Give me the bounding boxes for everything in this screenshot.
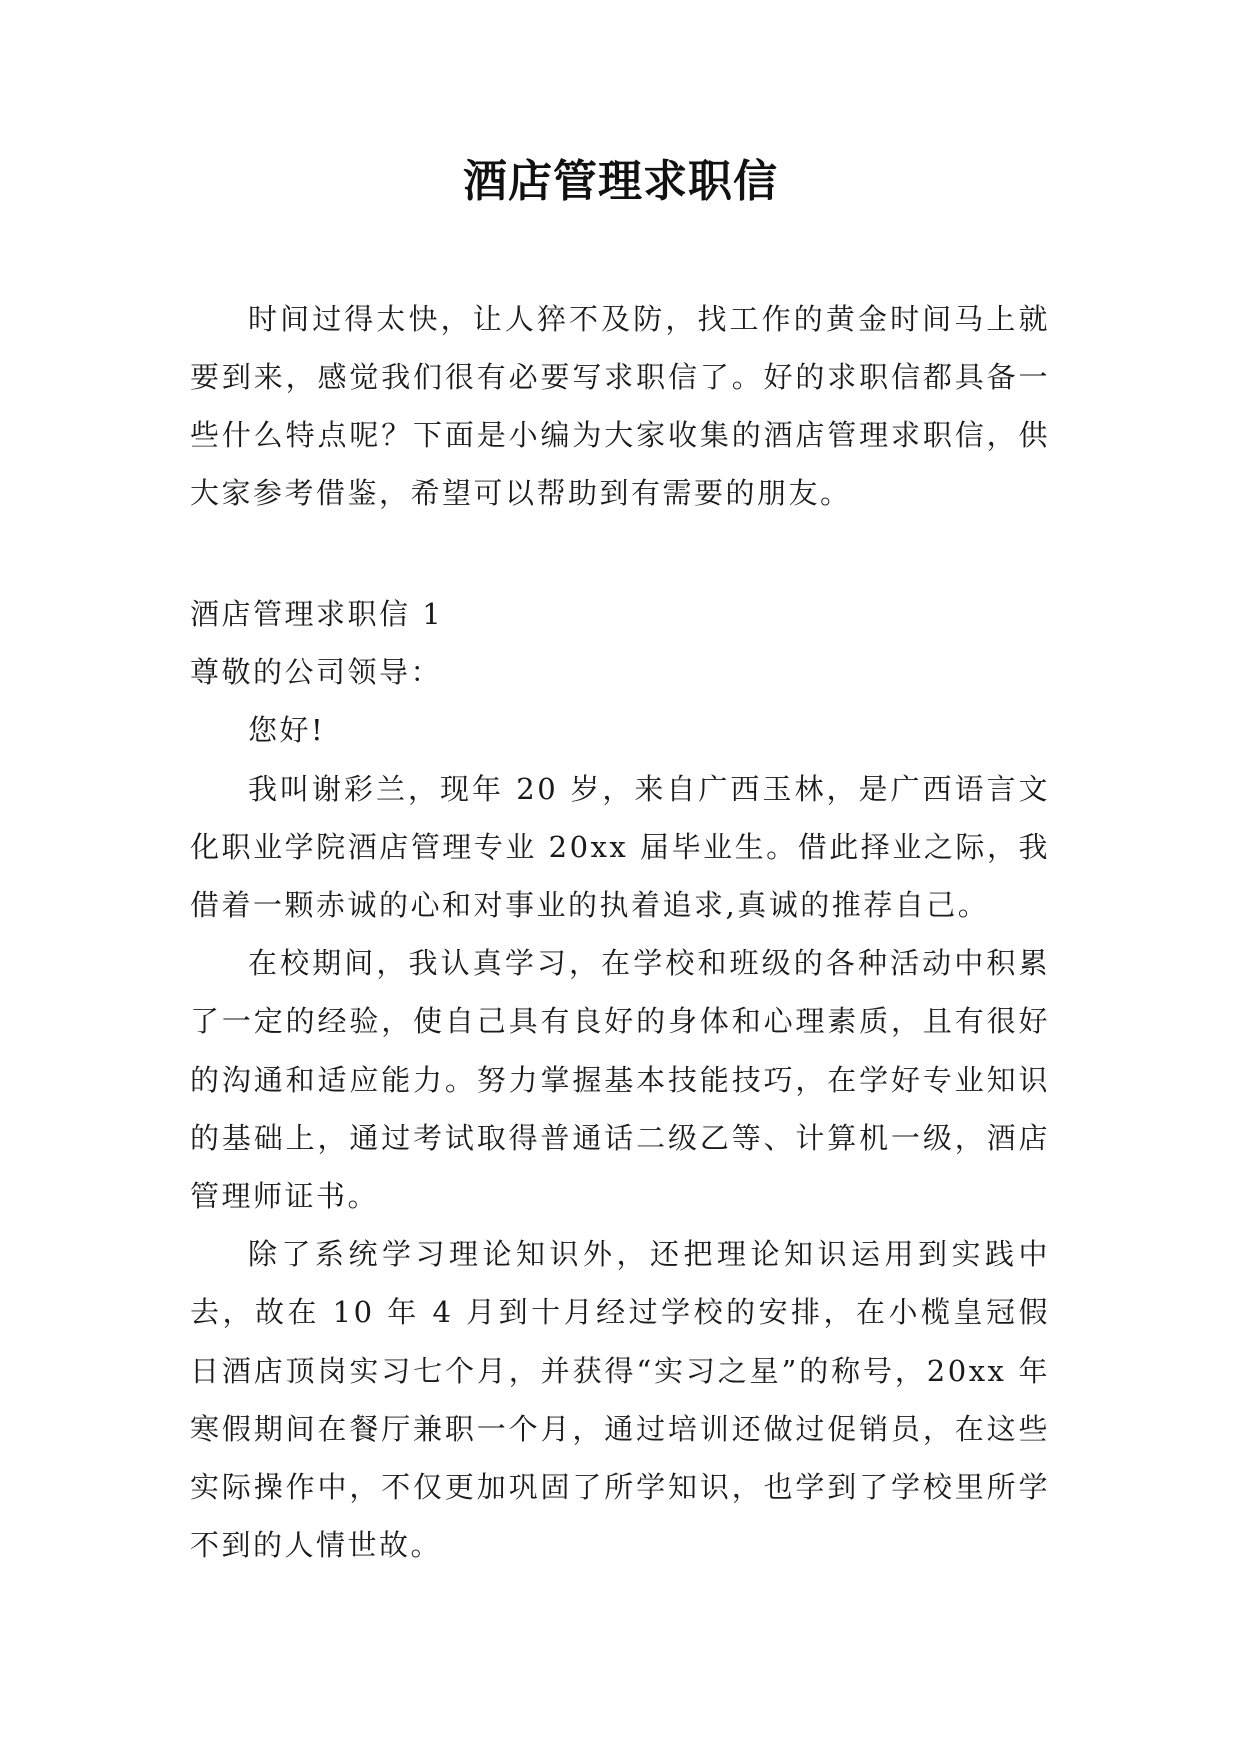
letter-salutation: 尊敬的公司领导： <box>190 655 443 690</box>
letter-paragraph: 在校期间，我认真学习，在学校和班级的各种活动中积累了一定的经验，使自己具有良好的身体和心理素质，且有很好的沟通和适应能力。努力掌握基本技能技巧，在学好专业知识的基础上，通过考试取得普通话二级乙等、计算机一级，酒店管理师证书。 <box>190 946 1050 1214</box>
letter-heading: 酒店管理求职信 1 <box>190 597 444 631</box>
intro-section <box>190 290 1050 522</box>
letter-greeting: 您好! <box>248 713 326 748</box>
document-title: 酒店管理求职信 <box>463 156 778 207</box>
letter-section <box>190 585 1050 1574</box>
letter-paragraph: 我叫谢彩兰，现年 20 岁，来自广西玉林，是广西语言文化职业学院酒店管理专业 20xx 届毕业生。借此择业之际，我借着一颗赤诚的心和对事业的执着追求,真诚的推荐自己。 <box>190 771 1050 923</box>
intro-paragraph: 时间过得太快，让人猝不及防，找工作的黄金时间马上就要到来，感觉我们很有必要写求职信了。好的求职信都具备一些什么特点呢？下面是小编为大家收集的酒店管理求职信，供大家参考借鉴，希望可以帮助到有需要的朋友。 <box>190 302 1050 510</box>
letter-paragraph: 除了系统学习理论知识外，还把理论知识运用到实践中去，故在 10 年 4 月到十月经过学校的安排，在小榄皇冠假日酒店顶岗实习七个月，并获得“实习之星”的称号，20xx 年寒假期间在餐厅兼职一个月，通过培训还做过促销员，在这些实际操作中，不仅更加巩固了所学知识，也学到了学校里所学不到的人情世故。 <box>190 1237 1050 1563</box>
